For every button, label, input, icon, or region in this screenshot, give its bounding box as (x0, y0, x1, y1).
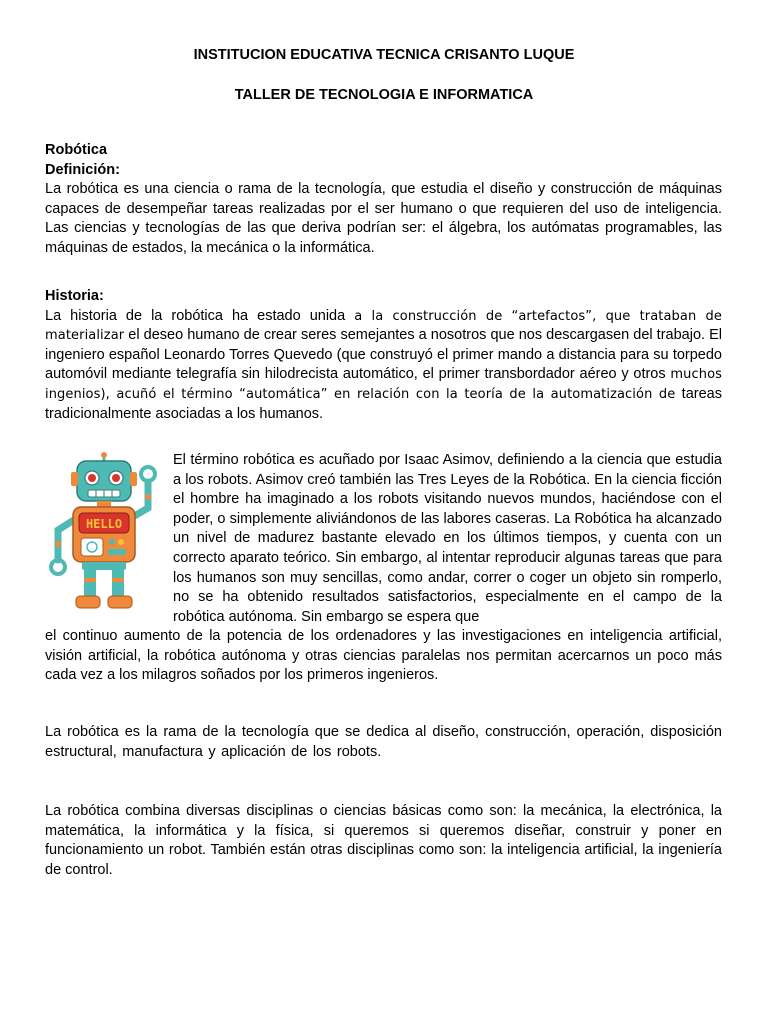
robot-illustration (44, 452, 165, 612)
workshop-title: TALLER DE TECNOLOGIA E INFORMATICA (234, 87, 534, 103)
section-title-robotica: Robótica (45, 142, 108, 158)
asimov-paragraph-continued: el continuo aumento de la potencia de los ordenadores y las investigaciones en inteligencia artificial, visión artificial, la robótica autónoma y otras ciencias paralelas nos permitan acercarnos un poco más cada vez a los milagros soñados por los primeros ingenieros. (45, 628, 722, 684)
history-text-4: muchos ingenios), acuñó el término “automática” en relación con la teoría de la automatización de (45, 367, 722, 402)
history-text-5: tareas tradicionalmente asociadas a los humanos. (45, 385, 722, 422)
asimov-paragraph: El término robótica es acuñado por Isaac Asimov, definiendo a la ciencia que estudia a los robots. Asimov creó también las Tres Leyes de la Robótica. En la ciencia ficción el hombre ha imaginado a los robots visitando nuevos mundos, haciéndose con el poder, o simplemente aliviándonos de las labores caseras. La Robótica ha alcanzado un nivel de madurez bastante elevado en los últimos tiempos, y cuenta con un correcto aparato teórico. Sin embargo, al intentar reproducir algunas tareas que para los humanos son muy sencillas, como andar, correr o coger un objeto sin romperlo, no se ha obtenido resultados satisfactorios, especialmente en el campo de la robótica autónoma. Sin embargo se espera que (173, 452, 722, 625)
rama-paragraph: La robótica es la rama de la tecnología que se dedica al diseño, construcción, operación, disposición estructural, manufactura y aplicación de los robots. (45, 724, 722, 760)
history-section (45, 287, 722, 424)
history-paragraph (45, 307, 722, 425)
definition-section (45, 141, 722, 259)
institution-title: INSTITUCION EDUCATIVA TECNICA CRISANTO LUQUE (193, 47, 575, 63)
history-text-2: a la construcción de “artefactos”, que trataban de materializar (45, 308, 722, 344)
history-label: Historia: (45, 288, 104, 304)
history-text-1: La historia de la robótica ha estado unida (45, 307, 355, 324)
robot-hello-label: HELLO (85, 517, 123, 531)
history-text-3: el deseo humano de crear seres semejantes a nosotros que nos descargasen del trabajo. El ingeniero español Leonardo Torres Quevedo (que construyó el primer mando a distancia para su torpedo automóvil mediante telegrafía sin hilodrecista automático, el primer transbordador aéreo y otros (45, 327, 722, 383)
definition-label: Definición: (45, 161, 120, 178)
definition-paragraph: La robótica es una ciencia o rama de la tecnología, que estudia el diseño y construcción de máquinas capaces de desempeñar tareas realizadas por el ser humano o que requieren del uso de inteligencia. Las ciencias y tecnologías de las que deriva podrían ser: el álgebra, los autómatas programables, las máquinas de estados, la mecánica o la informática. (45, 181, 722, 256)
disciplinas-paragraph: La robótica combina diversas disciplinas o ciencias básicas como son: la mecánica, la electrónica, la matemática, la informática y la física, si queremos si queremos diseñar, construir y poner en funcionamiento un robot. También están otras disciplinas como son: la inteligencia artificial, la ingeniería de control. (45, 803, 722, 878)
